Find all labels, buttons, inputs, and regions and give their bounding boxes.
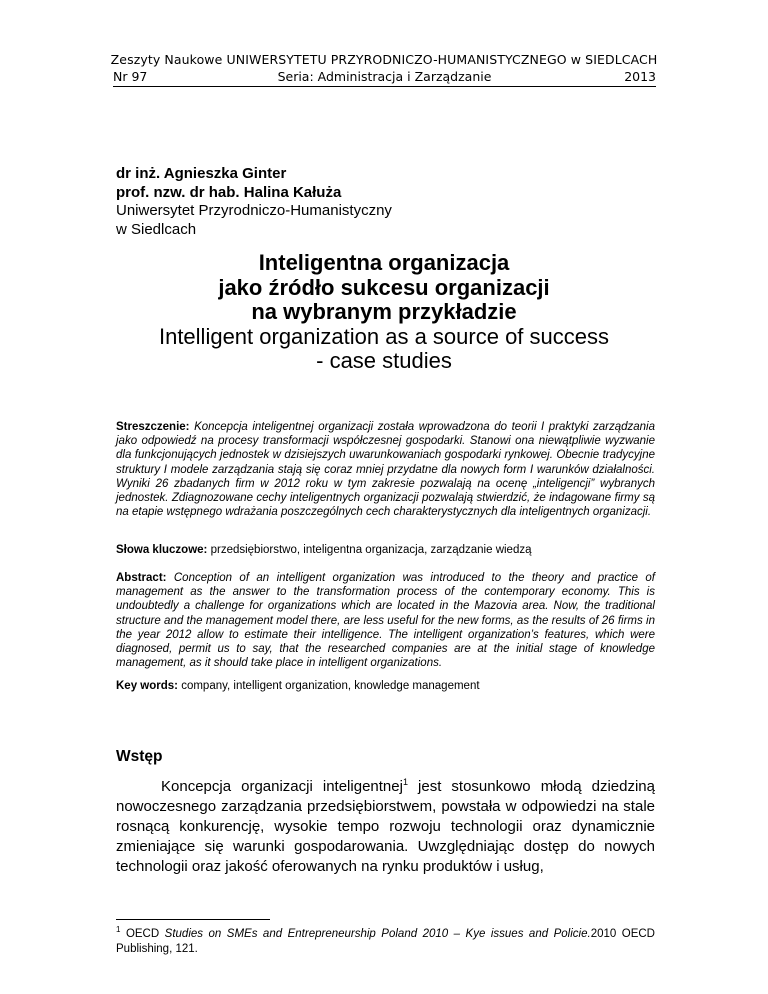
footnote-suffix: 2010 OECD Publishing, 121.: [116, 928, 655, 955]
keywords-en: [116, 679, 655, 693]
affiliation: Uniwersytet Przyrodniczo-Humanistyczny: [116, 202, 392, 219]
keywords-en-label: Key words:: [116, 680, 178, 692]
paragraph-text: Koncepcja organizacji inteligentnej: [161, 778, 403, 795]
footnote-prefix: OECD: [120, 928, 165, 940]
author-block: [116, 165, 392, 239]
keywords-en-text: company, intelligent organization, knowledge management: [181, 680, 480, 692]
keywords-pl: [116, 543, 655, 557]
abstract-en-label: Abstract:: [116, 572, 167, 584]
title-pl-line: jako źródło sukcesu organizacji: [218, 274, 550, 300]
abstract-pl: [116, 420, 655, 519]
title-pl-line: Inteligentna organizacja: [258, 250, 510, 275]
keywords-pl-label: Słowa kluczowe:: [116, 544, 208, 556]
footnote-title: Studies on SMEs and Entrepreneurship Poland 2010 – Kye issues and Policie.: [164, 928, 591, 940]
footnote-number: 1: [116, 925, 121, 935]
abstract-en-text: Conception of an intelligent organization was introduced to the theory and practice of management as the answer to the transformation process of the contemporary economy. This is undoubtedly a challenge for organizations which are located in the Mazovia area. Now, the traditional structure and the management model there, are less useful for the new forms, as the results of 26 firms in the year 2012 allow to estimate their intelligence. The intelligent organization’s features, which were diagnosed, permit us to say, that the researched companies are at the initial stage of knowledge management, as it should take place in intelligent organizations.: [116, 572, 655, 670]
author-name: dr inż. Agnieszka Ginter: [116, 165, 287, 182]
footnote: [116, 927, 655, 956]
title-en-line: Intelligent organization as a source of success: [158, 323, 610, 349]
footnote-reference[interactable]: 1: [402, 777, 408, 787]
title-en-line: - case studies: [316, 348, 452, 373]
footnote-divider: [116, 919, 270, 920]
paper-title: [0, 251, 768, 374]
author-name: prof. nzw. dr hab. Halina Kałuża: [116, 183, 342, 201]
issue-number: Nr 97: [113, 69, 148, 84]
abstract-en: [116, 571, 655, 670]
keywords-pl-text: przedsiębiorstwo, inteligentna organizacja, zarządzanie wiedzą: [210, 544, 532, 556]
abstract-pl-label: Streszczenie:: [116, 421, 190, 433]
running-header: [113, 69, 656, 87]
section-heading: Wstęp: [116, 748, 163, 765]
body-paragraph: [116, 777, 655, 877]
publication-year: 2013: [624, 69, 656, 84]
journal-title: Zeszyty Naukowe UNIWERSYTETU PRZYRODNICZO-HUMANISTYCZNEGO w SIEDLCACH: [110, 52, 658, 67]
paragraph-text: jest stosunkowo młodą dziedziną nowoczesnego zarządzania przedsiębiorstwem, powstała w odpowiedzi na stale rosnącą konkurencję, wysokie tempo rozwoju technologii oraz dynamicznie zmieniające się warunki gospodarowania. Uwzględniając dostęp do nowych technologii oraz jakość oferowanych na rynku produktów i usług,: [116, 778, 655, 875]
series-name: Seria: Administracja i Zarządzanie: [277, 69, 492, 84]
abstract-pl-text: Koncepcja inteligentnej organizacji została wprowadzona do teorii I praktyki zarządzania jako odpowiedź na procesy transformacji współczesnej gospodarki. Stanowi ona niewątpliwie wyzwanie dla funkcjonujących jednostek w dzisiejszych uwarunkowaniach gospodarki rynkowej. Obecnie tradycyjne struktury I modele zarządzania stają się coraz mniej przydatne dla nowych form I warunków działalności. Wyniki 26 zbadanych firm w 2012 roku w tym zakresie pozwalają na ocenę „inteligencji” wybranych jednostek. Zdiagnozowane cechy inteligentnych organizacji pozwalają stwierdzić, że indagowane firmy są na etapie wstępnego wdrażania poszczególnych cech charakterystycznych dla inteligentnych organizacji.: [116, 421, 655, 519]
affiliation: w Siedlcach: [116, 220, 197, 238]
title-pl-line: na wybranym przykładzie: [251, 299, 517, 324]
